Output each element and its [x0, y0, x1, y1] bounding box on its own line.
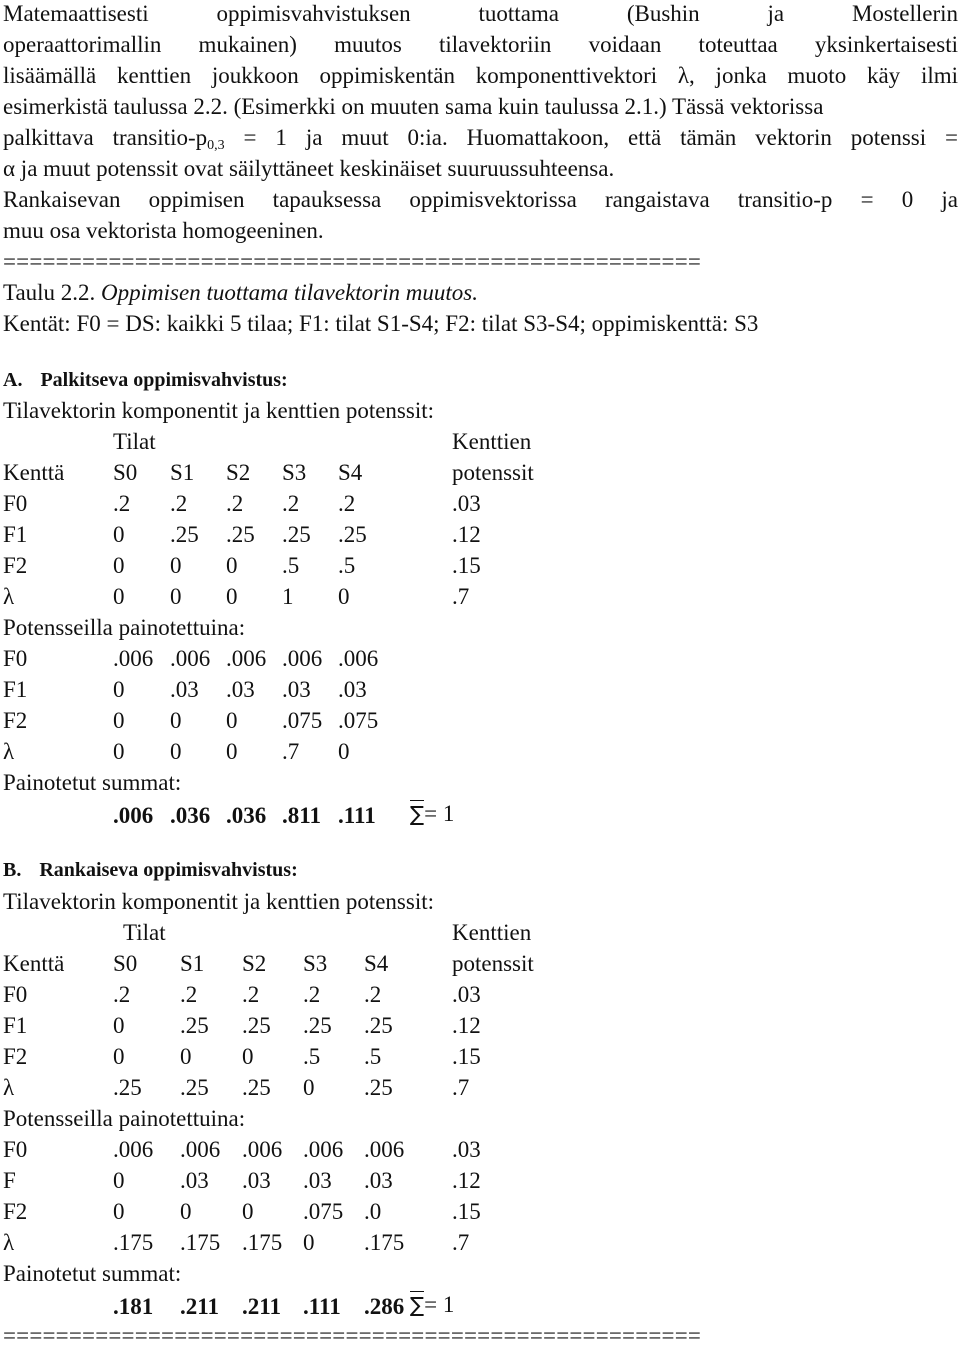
- table-cell: 0: [113, 584, 125, 609]
- intro-line-5: [3, 126, 958, 153]
- section-a-header-state: S1: [170, 460, 195, 485]
- weighted-cell: .03: [226, 677, 255, 702]
- weighted-cell: .006: [242, 1137, 283, 1162]
- section-b-title: Rankaiseva oppimisvahvistus:: [39, 859, 298, 881]
- table-cell: 0: [113, 1013, 125, 1038]
- section-a-subtitle: Tilavektorin komponentit ja kenttien potenssit:: [3, 398, 435, 423]
- weighted-cell: 0: [113, 739, 125, 764]
- weighted-cell: 0: [226, 708, 238, 733]
- weighted-sum-value: .036: [226, 803, 267, 828]
- table-caption: [3, 281, 478, 304]
- weighted-sum-value: .811: [282, 803, 321, 828]
- table-cell: .25: [338, 522, 367, 547]
- section-b-header-kenttien: Kenttien: [452, 920, 532, 945]
- table-cell: .03: [452, 982, 481, 1007]
- caption-label: Taulu 2.2.: [3, 280, 102, 305]
- weighted-cell: 0: [170, 708, 182, 733]
- weighted-sum-value: .286: [364, 1294, 405, 1319]
- section-b-header-state: S2: [242, 951, 267, 976]
- weighted-cell: .006: [113, 1137, 154, 1162]
- weighted-cell: .006: [303, 1137, 344, 1162]
- weighted-cell: .03: [170, 677, 199, 702]
- separator-line: =====================================================: [3, 249, 702, 274]
- weighted-row-label: F: [3, 1168, 16, 1193]
- intro-line-4: esimerkistä taulussa 2.2. (Esimerkki on muuten sama kuin taulussa 2.1.) Tässä vektorissa: [3, 94, 824, 119]
- section-a-title: Palkitseva oppimisvahvistus:: [40, 369, 288, 391]
- intro-line-6: α ja muut potenssit ovat säilyttäneet keskinäiset suuruussuhteensa.: [3, 156, 615, 181]
- weighted-cell: .006: [113, 646, 154, 671]
- section-a-header-state: S0: [113, 460, 138, 485]
- table-cell: 0: [180, 1044, 192, 1069]
- table-cell: 0: [242, 1044, 254, 1069]
- weighted-cell: .03: [452, 1137, 481, 1162]
- table-cell: .2: [338, 491, 356, 516]
- intro-line-1: Matemaattisesti oppimisvahvistuksen tuottama (Bushin ja Mostellerin: [3, 1, 958, 26]
- table-cell: .2: [226, 491, 244, 516]
- fields-line: Kentät: F0 = DS: kaikki 5 tilaa; F1: tilat S1-S4; F2: tilat S3-S4; oppimiskenttä: S3: [3, 311, 759, 336]
- table-row-label: F1: [3, 1013, 28, 1038]
- section-a-header-tilat: Tilat: [113, 429, 156, 454]
- section-a-header-potenssit: potenssit: [452, 460, 534, 485]
- section-a-weighted-label: Potensseilla painotettuina:: [3, 615, 246, 640]
- intro-line-7: Rankaisevan oppimisen tapauksessa oppimisvektorissa rangaistava transitio-p = 0 ja: [3, 187, 958, 212]
- weighted-cell: .175: [364, 1230, 405, 1255]
- section-b-header-potenssit: potenssit: [452, 951, 534, 976]
- table-row-label: F2: [3, 1044, 28, 1069]
- weighted-cell: .075: [303, 1199, 344, 1224]
- section-b-sigma-total: [410, 1293, 454, 1316]
- section-a-header-state: S2: [226, 460, 251, 485]
- intro-line-8: muu osa vektorista homogeeninen.: [3, 218, 324, 243]
- weighted-cell: .175: [242, 1230, 283, 1255]
- weighted-sum-value: .111: [338, 803, 376, 828]
- weighted-sum-value: .036: [170, 803, 211, 828]
- sigma-equals-text: = 1: [424, 1292, 455, 1317]
- section-a-heading: [3, 370, 288, 390]
- table-cell: 0: [113, 1044, 125, 1069]
- section-a-letter: A.: [3, 369, 23, 391]
- sigma-symbol: ∑: [410, 802, 425, 826]
- section-b-header-state: S3: [303, 951, 328, 976]
- section-a-sums-label: Painotetut summat:: [3, 770, 182, 795]
- weighted-sum-value: .006: [113, 803, 154, 828]
- weighted-cell: 0: [170, 739, 182, 764]
- table-cell: .25: [364, 1075, 393, 1100]
- section-a-sigma-total: [410, 802, 454, 825]
- weighted-cell: .03: [180, 1168, 209, 1193]
- weighted-row-label: λ: [3, 1230, 15, 1255]
- weighted-row-label: F2: [3, 1199, 28, 1224]
- table-cell: .5: [364, 1044, 382, 1069]
- weighted-sum-value: .111: [303, 1294, 341, 1319]
- table-cell: .25: [364, 1013, 393, 1038]
- table-cell: .2: [364, 982, 382, 1007]
- weighted-cell: .7: [452, 1230, 470, 1255]
- table-cell: .2: [242, 982, 260, 1007]
- intro-line-2: operaattorimallin mukainen) muutos tilavektoriin voidaan toteuttaa yksinkertaisesti: [3, 32, 958, 57]
- table-cell: .15: [452, 553, 481, 578]
- table-cell: .25: [282, 522, 311, 547]
- weighted-cell: 0: [113, 708, 125, 733]
- table-cell: .2: [303, 982, 321, 1007]
- table-cell: .15: [452, 1044, 481, 1069]
- table-cell: 0: [113, 522, 125, 547]
- weighted-cell: .006: [170, 646, 211, 671]
- weighted-cell: 0: [180, 1199, 192, 1224]
- section-b-heading: [3, 860, 298, 880]
- table-cell: .2: [113, 982, 131, 1007]
- weighted-row-label: F2: [3, 708, 28, 733]
- section-b-weighted-label: Potensseilla painotettuina:: [3, 1106, 246, 1131]
- section-b-sums-label: Painotetut summat:: [3, 1261, 182, 1286]
- section-a-header-kentta: Kenttä: [3, 460, 65, 485]
- caption-title: Oppimisen tuottama tilavektorin muutos.: [101, 280, 478, 305]
- section-a-header-state: S3: [282, 460, 307, 485]
- weighted-cell: 0: [226, 739, 238, 764]
- table-cell: .03: [452, 491, 481, 516]
- intro-line-5-subscript: 0,3: [207, 138, 225, 153]
- section-a-header-state: S4: [338, 460, 363, 485]
- weighted-cell: .006: [180, 1137, 221, 1162]
- section-b-letter: B.: [3, 859, 22, 881]
- weighted-sum-value: .211: [242, 1294, 281, 1319]
- sigma-equals-text: = 1: [424, 801, 455, 826]
- weighted-row-label: F0: [3, 1137, 28, 1162]
- table-cell: .25: [242, 1075, 271, 1100]
- weighted-cell: .075: [338, 708, 379, 733]
- intro-line-5-pre: palkittava transitio-p: [3, 125, 208, 150]
- weighted-cell: 0: [303, 1230, 315, 1255]
- weighted-sum-value: .211: [180, 1294, 219, 1319]
- table-row-label: F0: [3, 982, 28, 1007]
- final-separator-line: =====================================================: [3, 1323, 702, 1348]
- weighted-row-label: F0: [3, 646, 28, 671]
- table-cell: .7: [452, 584, 470, 609]
- table-cell: 0: [113, 553, 125, 578]
- table-cell: 0: [338, 584, 350, 609]
- weighted-cell: .03: [338, 677, 367, 702]
- table-cell: 0: [226, 584, 238, 609]
- section-b-header-state: S4: [364, 951, 389, 976]
- sigma-symbol: ∑: [410, 1293, 425, 1317]
- table-cell: 0: [170, 553, 182, 578]
- table-cell: .25: [180, 1075, 209, 1100]
- weighted-cell: .175: [113, 1230, 154, 1255]
- table-cell: .2: [170, 491, 188, 516]
- table-cell: .25: [226, 522, 255, 547]
- table-row-label: F2: [3, 553, 28, 578]
- weighted-sum-value: .181: [113, 1294, 154, 1319]
- table-cell: .25: [242, 1013, 271, 1038]
- weighted-cell: .12: [452, 1168, 481, 1193]
- table-cell: .25: [180, 1013, 209, 1038]
- table-cell: .5: [338, 553, 356, 578]
- table-cell: 0: [170, 584, 182, 609]
- section-b-header-kentta: Kenttä: [3, 951, 65, 976]
- table-cell: .25: [170, 522, 199, 547]
- weighted-cell: .03: [242, 1168, 271, 1193]
- weighted-cell: .006: [226, 646, 267, 671]
- weighted-cell: .7: [282, 739, 300, 764]
- weighted-cell: .006: [282, 646, 323, 671]
- section-b-subtitle: Tilavektorin komponentit ja kenttien potenssit:: [3, 889, 435, 914]
- section-b-header-state: S1: [180, 951, 205, 976]
- table-cell: .25: [303, 1013, 332, 1038]
- weighted-row-label: F1: [3, 677, 28, 702]
- table-cell: .2: [282, 491, 300, 516]
- weighted-cell: 0: [113, 1199, 125, 1224]
- table-cell: .25: [113, 1075, 142, 1100]
- weighted-cell: .15: [452, 1199, 481, 1224]
- table-cell: 0: [303, 1075, 315, 1100]
- intro-line-3: lisäämällä kenttien joukkoon oppimiskentän komponenttivektori λ, jonka muoto käy ilmi: [3, 63, 958, 88]
- weighted-cell: 0: [242, 1199, 254, 1224]
- table-cell: 1: [282, 584, 294, 609]
- table-cell: .12: [452, 522, 481, 547]
- table-cell: .5: [303, 1044, 321, 1069]
- table-cell: 0: [226, 553, 238, 578]
- section-b-header-tilat: Tilat: [123, 920, 166, 945]
- weighted-cell: 0: [113, 1168, 125, 1193]
- weighted-cell: .006: [338, 646, 379, 671]
- table-row-label: F0: [3, 491, 28, 516]
- table-cell: .5: [282, 553, 300, 578]
- weighted-row-label: λ: [3, 739, 15, 764]
- table-row-label: F1: [3, 522, 28, 547]
- weighted-cell: 0: [113, 677, 125, 702]
- table-cell: .2: [113, 491, 131, 516]
- table-cell: .12: [452, 1013, 481, 1038]
- weighted-cell: .006: [364, 1137, 405, 1162]
- section-b-header-state: S0: [113, 951, 138, 976]
- section-a-header-kenttien: Kenttien: [452, 429, 532, 454]
- weighted-cell: .175: [180, 1230, 221, 1255]
- weighted-cell: .075: [282, 708, 323, 733]
- table-row-label: λ: [3, 584, 15, 609]
- table-cell: .2: [180, 982, 198, 1007]
- table-row-label: λ: [3, 1075, 15, 1100]
- weighted-cell: .03: [364, 1168, 393, 1193]
- weighted-cell: .03: [303, 1168, 332, 1193]
- intro-line-5-post: = 1 ja muut 0:ia. Huomattakoon, että tämän vektorin potenssi =: [224, 125, 958, 150]
- weighted-cell: .0: [364, 1199, 382, 1224]
- weighted-cell: .03: [282, 677, 311, 702]
- table-cell: .7: [452, 1075, 470, 1100]
- weighted-cell: 0: [338, 739, 350, 764]
